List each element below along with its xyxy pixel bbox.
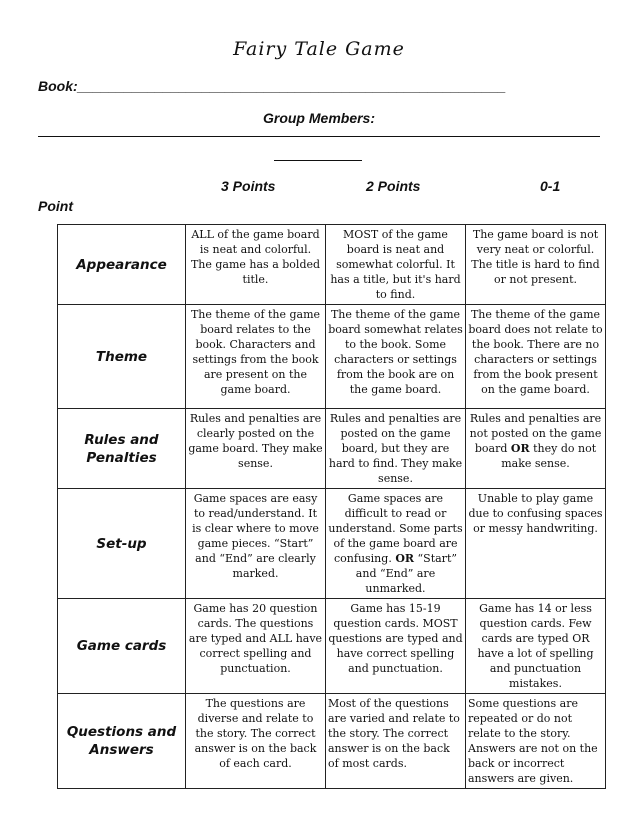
category-theme: Theme xyxy=(58,305,186,409)
cell-theme-3: The theme of the game board relates to the book. Characters and settings from the book are present on the game board. xyxy=(186,305,326,409)
cell-rules-0: Rules and penalties are not posted on the game board OR they do not make sense. xyxy=(466,409,606,489)
cell-questions-3: The questions are diverse and relate to the story. The correct answer is on the back of each card. xyxy=(186,694,326,789)
category-questions: Questions and Answers xyxy=(58,694,186,789)
cell-questions-2: Most of the questions are varied and relate to the story. The correct answer is on the back of most cards. xyxy=(326,694,466,789)
table-row xyxy=(58,599,606,694)
cell-appearance-2: MOST of the game board is neat and somewhat colorful. It has a title, but it's hard to find. xyxy=(326,225,466,305)
header-point: Point xyxy=(38,198,73,214)
group-members-label: Group Members: xyxy=(262,110,375,126)
table-row xyxy=(58,225,606,305)
cell-appearance-3: ALL of the game board is neat and colorful. The game has a bolded title. xyxy=(186,225,326,305)
cell-setup-0: Unable to play game due to confusing spaces or messy handwriting. xyxy=(466,489,606,599)
book-line: Book:_______________________________________________________ xyxy=(38,78,506,94)
table-row xyxy=(58,409,606,489)
members-line-1 xyxy=(38,136,600,137)
table-row xyxy=(58,305,606,409)
category-setup: Set-up xyxy=(58,489,186,599)
cell-cards-0: Game has 14 or less question cards. Few cards are typed OR have a lot of spelling and punctuation mistakes. xyxy=(466,599,606,694)
cell-setup-3: Game spaces are easy to read/understand. It is clear where to move game pieces. “Start” and “End” are clearly marked. xyxy=(186,489,326,599)
category-appearance: Appearance xyxy=(58,225,186,305)
cell-appearance-0: The game board is not very neat or colorful. The title is hard to find or not present. xyxy=(466,225,606,305)
header-2-points: 2 Points xyxy=(366,178,421,194)
cell-cards-2: Game has 15-19 question cards. MOST questions are typed and have correct spelling and punctuation. xyxy=(326,599,466,694)
table-row xyxy=(58,694,606,789)
cell-cards-3: Game has 20 question cards. The questions are typed and ALL have correct spelling and punctuation. xyxy=(186,599,326,694)
header-3-points: 3 Points xyxy=(221,178,276,194)
cell-theme-2: The theme of the game board somewhat relates to the book. Some characters or settings from the book are on the game board. xyxy=(326,305,466,409)
cell-rules-3: Rules and penalties are clearly posted on the game board. They make sense. xyxy=(186,409,326,489)
rubric-table xyxy=(57,224,606,789)
table-row xyxy=(58,489,606,599)
cell-rules-2: Rules and penalties are posted on the game board, but they are hard to find. They make sense. xyxy=(326,409,466,489)
category-rules: Rules and Penalties xyxy=(58,409,186,489)
cell-theme-0: The theme of the game board does not relate to the book. There are no characters or settings from the book present on the game board. xyxy=(466,305,606,409)
header-0-1: 0-1 xyxy=(540,178,561,194)
category-game-cards: Game cards xyxy=(58,599,186,694)
members-line-2 xyxy=(274,160,362,161)
cell-setup-2: Game spaces are difficult to read or understand. Some parts of the game board are confusing. OR “Start” and “End” are unmarked. xyxy=(326,489,466,599)
cell-questions-0: Some questions are repeated or do not relate to the story. Answers are not on the back or incorrect answers are given. xyxy=(466,694,606,789)
page-title: Fairy Tale Game xyxy=(233,38,405,60)
